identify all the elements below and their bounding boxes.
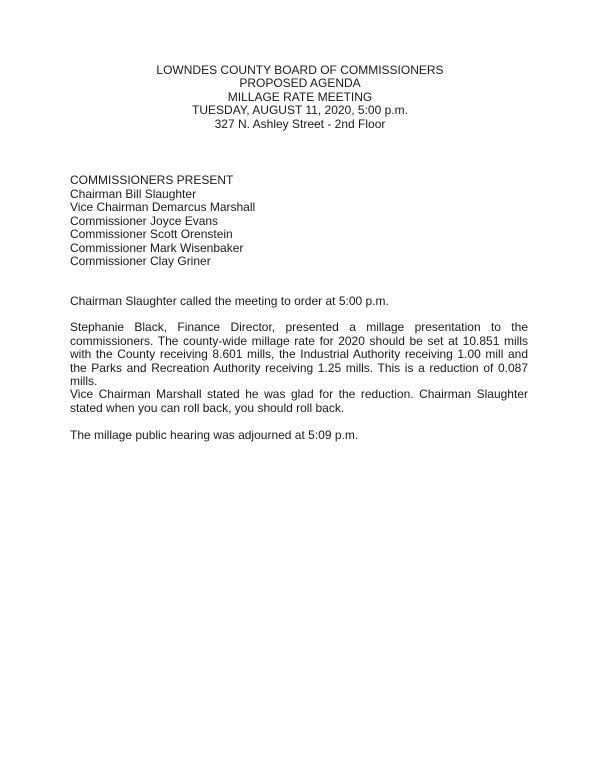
commissioners-present bbox=[70, 174, 255, 269]
adjournment-paragraph: The millage public hearing was adjourned at 5:09 p.m. bbox=[70, 428, 359, 442]
member: Commissioner Scott Orenstein bbox=[70, 227, 233, 241]
member: Commissioner Clay Griner bbox=[70, 254, 211, 268]
agenda-title: PROPOSED AGENDA bbox=[239, 76, 361, 91]
member: Chairman Bill Slaughter bbox=[70, 186, 197, 201]
meeting-location: 327 N. Ashley Street - 2nd Floor bbox=[214, 116, 386, 131]
section-heading: COMMISSIONERS PRESENT bbox=[70, 173, 234, 187]
discussion-paragraph: Vice Chairman Marshall stated he was glad for the reduction. Chairman Slaughter stated when you can roll back, you should roll back. bbox=[70, 387, 528, 415]
millage-presentation-paragraph: Stephanie Black, Finance Director, presented a millage presentation to the commissioners. The county-wide millage rate for 2020 should be set at 10.851 mills with the County receiving 8.601 mills, the Industrial Authority receiving 1.00 mill and the Parks and Recreation Authority receiving 1.25 mills. This is a reduction of 0.087 mills. bbox=[70, 320, 528, 388]
member: Vice Chairman Demarcus Marshall bbox=[70, 200, 256, 214]
member: Commissioner Joyce Evans bbox=[70, 213, 219, 228]
call-to-order-paragraph: Chairman Slaughter called the meeting to order at 5:00 p.m. bbox=[70, 294, 389, 308]
meeting-date: TUESDAY, AUGUST 11, 2020, 5:00 p.m. bbox=[192, 103, 408, 118]
organization-title: LOWNDES COUNTY BOARD OF COMMISSIONERS bbox=[156, 63, 444, 77]
document-header bbox=[0, 64, 600, 131]
meeting-title: MILLAGE RATE MEETING bbox=[227, 89, 373, 104]
member: Commissioner Mark Wisenbaker bbox=[70, 240, 244, 255]
